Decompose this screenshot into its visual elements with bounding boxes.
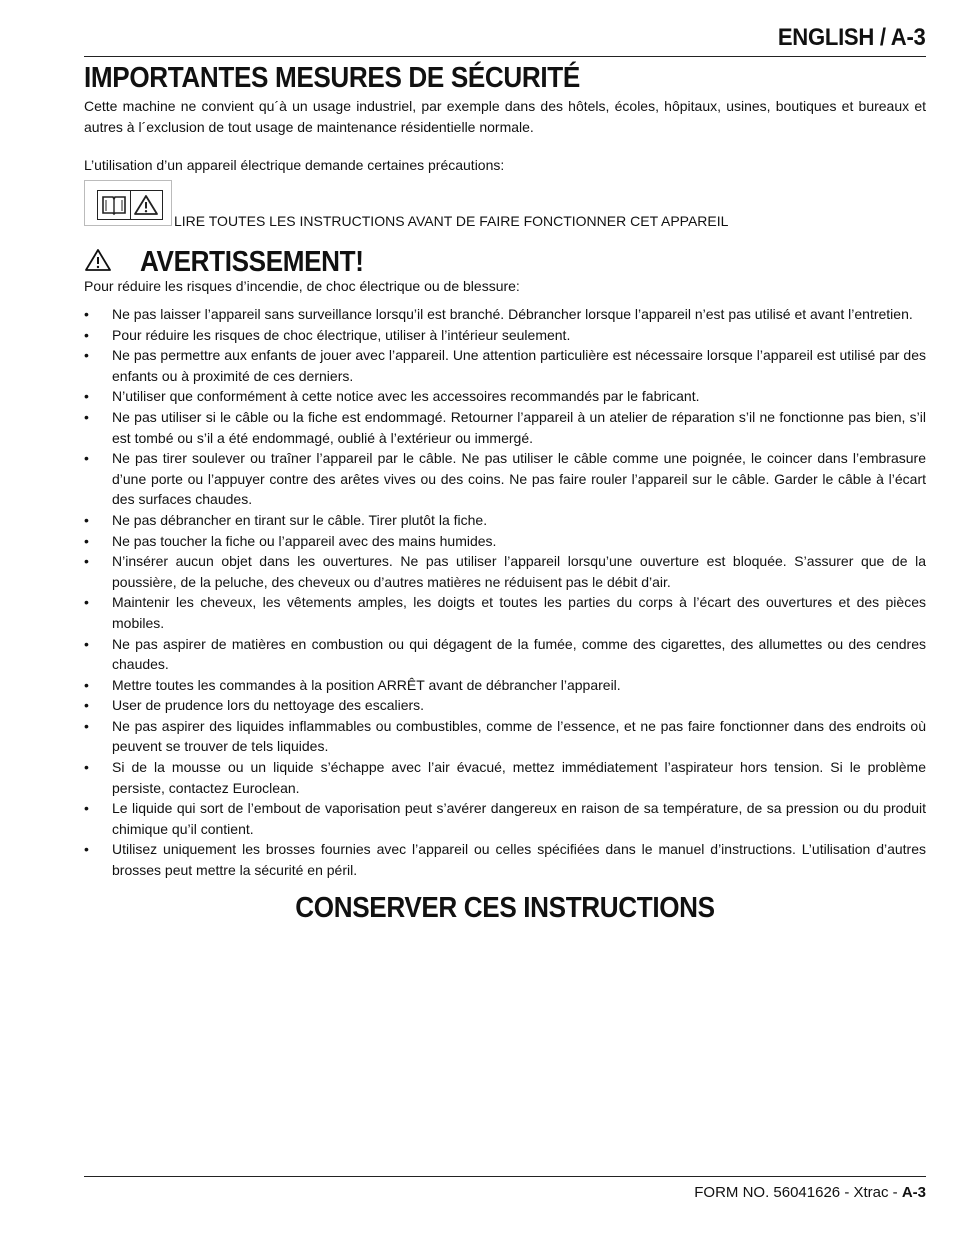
save-instructions-text: CONSERVER CES INSTRUCTIONS [295, 892, 715, 924]
bullet-marker: • [84, 511, 89, 528]
list-item-text: Utilisez uniquement les brosses fournies avec l’appareil ou celles spécifiées dans le manuel d’instructions. L’utilisation d’autres brosses peut mettre la sécurité en péril. [112, 841, 926, 879]
bullet-marker: • [84, 697, 89, 714]
list-item [84, 551, 926, 592]
list-item-text: Ne pas aspirer des liquides inflammables ou combustibles, comme de l’essence, et ne pas faire fonctionner dans des endroits où peuvent se trouver de tels liquides. [112, 717, 926, 755]
list-item-text: Ne pas permettre aux enfants de jouer avec l’appareil. Une attention particulière est nécessaire lorsque l’appareil est utilisé par des enfants ou à proximité de ces derniers. [112, 347, 926, 384]
safety-symbols [84, 180, 172, 226]
bullet-marker: • [84, 841, 89, 858]
bullet-marker: • [84, 450, 89, 467]
bullet-marker: • [84, 408, 89, 425]
bullet-marker: • [84, 388, 89, 405]
list-item-text: N’insérer aucun objet dans les ouvertures. Ne pas utiliser l’appareil lorsqu’une ouverture est bloquée. S’assurer que de la poussière, de la peluche, des cheveux ou d’autres matières ne réduisent pas le débit d’air. [112, 553, 926, 590]
bullet-marker: • [84, 553, 89, 570]
bullet-marker: • [84, 532, 89, 549]
list-item-text: Pour réduire les risques de choc électrique, utiliser à l’intérieur seulement. [112, 326, 571, 343]
symbol-frame [97, 190, 163, 220]
list-item [84, 695, 926, 716]
list-item-text: Ne pas toucher la fiche ou l’appareil avec des mains humides. [112, 532, 497, 549]
bullet-marker: • [84, 717, 89, 734]
list-item [84, 407, 926, 448]
form-number: FORM NO. 56041626 - Xtrac - [694, 1184, 902, 1201]
save-instructions-heading [84, 892, 926, 925]
bullet-marker: • [84, 594, 89, 611]
list-item-text: Ne pas utiliser si le câble ou la fiche est endommagé. Retourner l’appareil à un atelier de réparation s’il ne fonctionne pas bien, s’il est tombé ou s’il a été endommagé, oublié à l’extérieur ou immergé. [112, 408, 926, 446]
warning-triangle-icon [84, 248, 112, 277]
footer [694, 1184, 926, 1201]
warning-title: AVERTISSEMENT! [140, 246, 364, 278]
warning-heading [84, 246, 388, 279]
section-header: ENGLISH / A-3 [778, 24, 926, 51]
list-item [84, 634, 926, 675]
intro-paragraph: Cette machine ne convient qu´à un usage industriel, par exemple dans des hôtels, écoles, hôpitaux, usines, boutiques et bureaux et autres à l´exclusion de tout usage de maintenance résidentielle normale. [84, 98, 926, 135]
list-item-text: Ne pas aspirer de matières en combustion ou qui dégagent de la fumée, comme des cigarettes, des allumettes ou des cendres chaudes. [112, 635, 926, 673]
bullet-marker: • [84, 347, 89, 364]
list-item-text: Le liquide qui sort de l’embout de vaporisation peut s’avérer dangereux en raison de sa température, de sa pression ou du produit chimique qu’il contient. [112, 800, 926, 837]
list-item-text: N’utiliser que conformément à cette notice avec les accessoires recommandés par le fabricant. [112, 388, 700, 405]
list-item [84, 839, 926, 880]
list-item-text: Si de la mousse ou un liquide s’échappe avec l’air évacué, mettez immédiatement l’aspirateur hors tension. Si le problème persiste, contactez Euroclean. [112, 759, 926, 796]
list-item-text: Ne pas débrancher en tirant sur le câble. Tirer plutôt la fiche. [112, 511, 488, 528]
footer-divider [84, 1176, 926, 1177]
warning-lead: Pour réduire les risques d’incendie, de choc électrique ou de blessure: [84, 278, 520, 294]
list-item-text: User de prudence lors du nettoyage des escaliers. [112, 697, 425, 714]
safety-list [84, 304, 926, 881]
list-item [84, 448, 926, 510]
bullet-marker: • [84, 800, 89, 817]
list-item [84, 325, 926, 346]
list-item [84, 304, 926, 325]
list-item [84, 510, 926, 531]
list-item [84, 675, 926, 696]
bullet-marker: • [84, 635, 89, 652]
page-number: A-3 [901, 1184, 926, 1201]
page-title: IMPORTANTES MESURES DE SÉCURITÉ [84, 62, 580, 94]
book-icon [98, 191, 130, 219]
list-item-text: Mettre toutes les commandes à la position ARRÊT avant de débrancher l’appareil. [112, 676, 621, 693]
list-item [84, 345, 926, 386]
precaution-paragraph: L’utilisation d’un appareil électrique demande certaines précautions: [84, 157, 505, 173]
list-item [84, 798, 926, 839]
list-item-text: Maintenir les cheveux, les vêtements amples, les doigts et toutes les parties du corps à l’écart des ouvertures et des pièces mobiles. [112, 594, 926, 631]
list-item [84, 386, 926, 407]
list-item-text: Ne pas tirer soulever ou traîner l’appareil par le câble. Ne pas utiliser le câble comme une poignée, le coincer dans l’embrasure d’une porte ou l’appuyer contre des arêtes vives ou des coins. Ne pas faire rouler l’appareil sur le câble. Garder le câble à l’écart des surfaces chaudes. [112, 450, 926, 508]
bullet-marker: • [84, 676, 89, 693]
list-item [84, 592, 926, 633]
list-item [84, 531, 926, 552]
read-instructions-notice: LIRE TOUTES LES INSTRUCTIONS AVANT DE FAIRE FONCTIONNER CET APPAREIL [174, 213, 729, 229]
list-item [84, 716, 926, 757]
list-item-text: Ne pas laisser l’appareil sans surveillance lorsqu’il est branché. Débrancher lorsque l’appareil n’est pas utilisé et avant l’entretien. [112, 306, 913, 322]
bullet-marker: • [84, 326, 89, 343]
bullet-marker: • [84, 759, 89, 776]
bullet-marker: • [84, 306, 89, 322]
header-divider [84, 56, 926, 57]
list-item [84, 757, 926, 798]
warning-triangle-icon [130, 191, 163, 219]
